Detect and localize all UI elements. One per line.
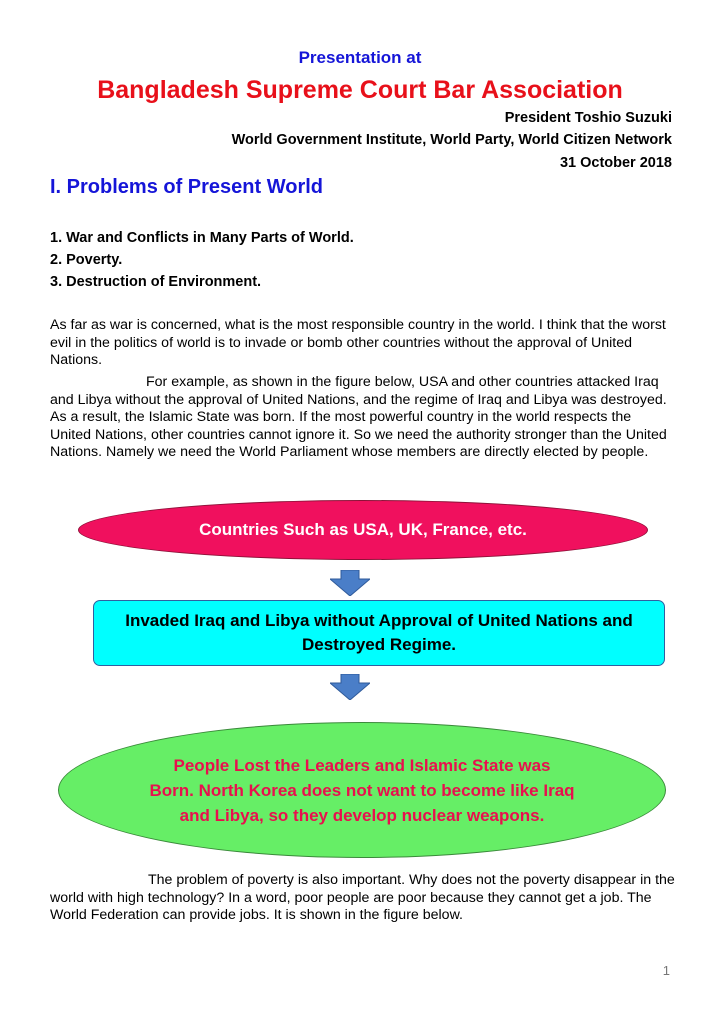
flow-step-invasion-text: Invaded Iraq and Libya without Approval of United Nations and Destroyed Regime.	[125, 611, 633, 654]
presentation-at-label: Presentation at	[298, 48, 422, 67]
document-title: Bangladesh Supreme Court Bar Association	[97, 76, 623, 104]
down-arrow-icon	[330, 674, 370, 700]
problem-item-war: 1. War and Conflicts in Many Parts of World.	[50, 230, 354, 246]
author-line: President Toshio Suzuki	[504, 110, 672, 126]
flow-step-consequence-oval	[58, 722, 666, 858]
date-line: 31 October 2018	[559, 155, 672, 171]
paragraph-poverty: The problem of poverty is also important. Why does not the poverty disappear in the world with high technology? In a word, poor people are poor because they cannot get a job. The World Federation can provide jobs. It is shown in the figure below.	[50, 872, 675, 923]
down-arrow-icon	[330, 570, 370, 596]
problem-item-poverty: 2. Poverty.	[50, 252, 123, 268]
page-number: 1	[662, 963, 670, 978]
section-heading: I. Problems of Present World	[50, 176, 324, 198]
problem-item-environment: 3. Destruction of Environment.	[50, 274, 262, 290]
flow-step-countries-text: Countries Such as USA, UK, France, etc.	[199, 520, 527, 539]
flow-step-consequence-text: People Lost the Leaders and Islamic State was Born. North Korea does not want to become like Iraq and Libya, so they develop nuclear weapons.	[149, 755, 575, 825]
affiliation-line: World Government Institute, World Party, World Citizen Network	[231, 132, 672, 148]
paragraph-example: For example, as shown in the figure below, USA and other countries attacked Iraq and Libya without the approval of United Nations, and the regime of Iraq and Libya was destroyed. As a result, the Islamic State was born. If the most powerful country in the world respects the United Nations, other countries cannot ignore it. So we need the authority stronger than the United Nations. Namely we need the World Parliament whose members are directly elected by people.	[50, 374, 667, 460]
paragraph-war-responsibility: As far as war is concerned, what is the most responsible country in the world. I think that the worst evil in the politics of world is to invade or bomb other countries without the approval of United Nations.	[50, 317, 666, 368]
flow-step-countries-oval	[78, 500, 648, 560]
flow-step-invasion-box	[93, 600, 665, 666]
